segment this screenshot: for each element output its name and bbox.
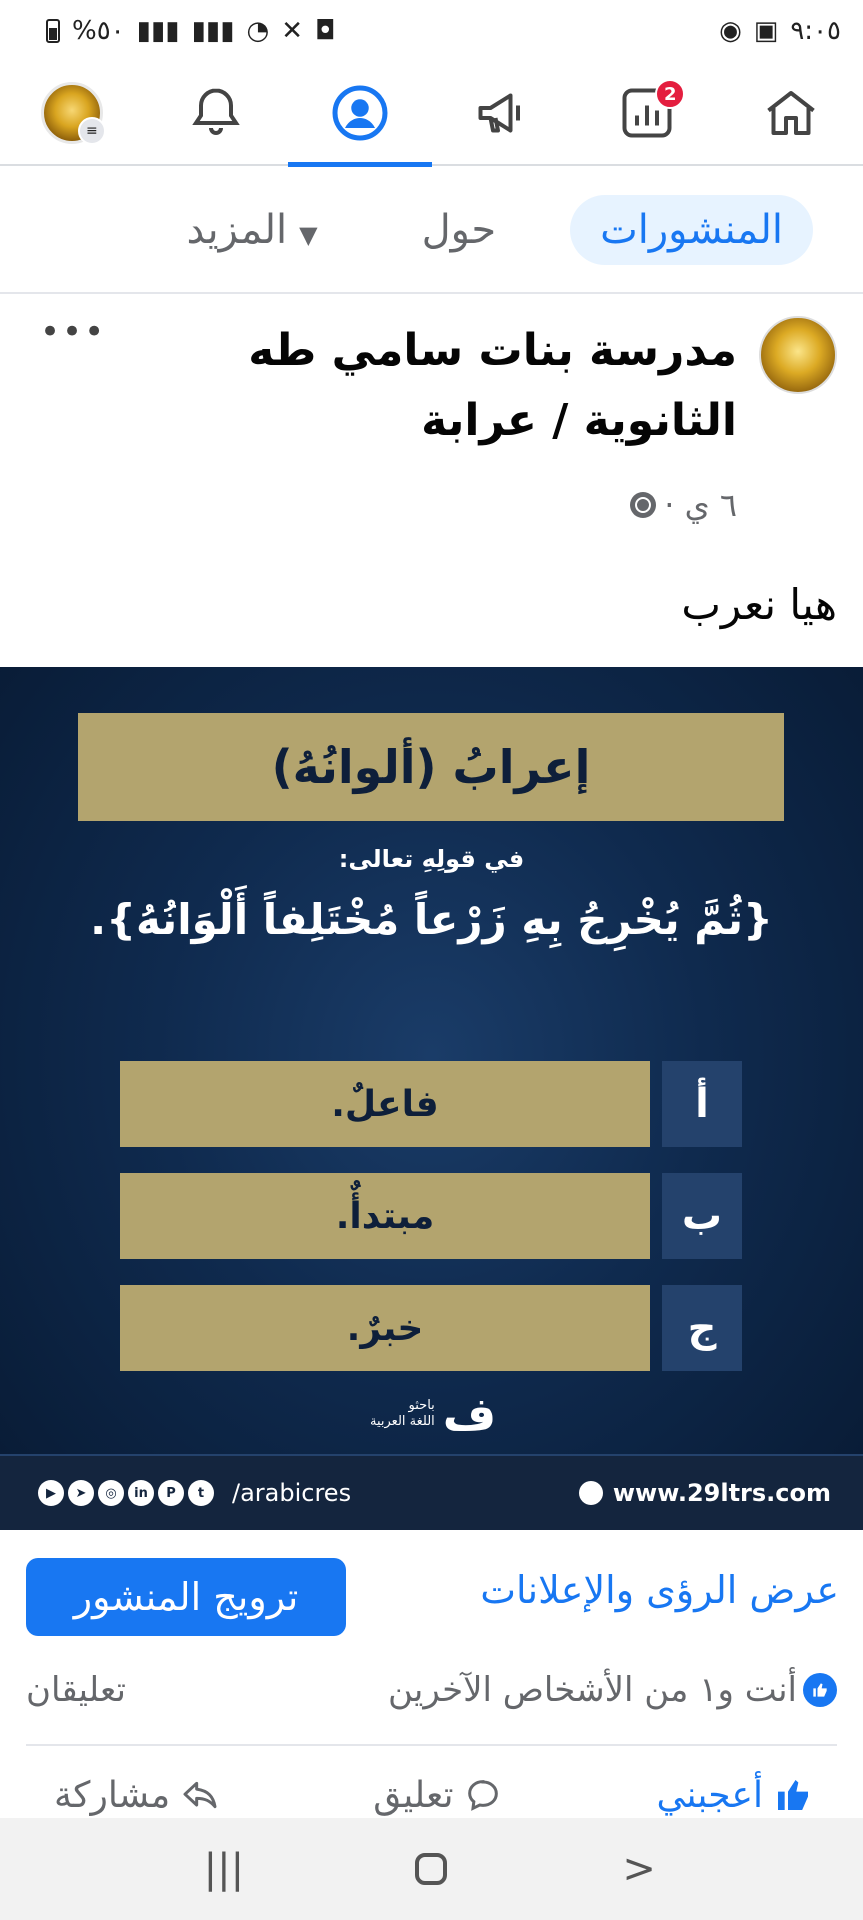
status-right — [719, 16, 841, 46]
tab-posts[interactable]: المنشورات — [570, 195, 813, 265]
post-text: هيا نعرب — [681, 580, 837, 629]
logo-mark-icon: ف — [442, 1387, 497, 1441]
nav-notifications[interactable] — [156, 61, 276, 165]
option-text: فاعلٌ. — [120, 1061, 650, 1147]
home-square-icon — [415, 1853, 447, 1885]
status-time: ٩:٠٥ — [790, 16, 841, 46]
nav-profile[interactable] — [300, 61, 420, 165]
tumblr-icon: t — [188, 1480, 214, 1506]
youtube-icon: ▶ — [38, 1480, 64, 1506]
gallery-icon: ▣ — [753, 16, 779, 46]
web-icon — [579, 1481, 603, 1505]
like-reaction-icon — [803, 1673, 837, 1707]
nav-announcements[interactable] — [443, 61, 563, 165]
notification-badge: 2 — [655, 79, 685, 109]
home-button[interactable] — [391, 1853, 471, 1885]
image-footer — [0, 1454, 863, 1530]
option-row — [120, 1285, 742, 1371]
option-letter: ب — [662, 1173, 742, 1259]
website — [579, 1479, 831, 1507]
battery-icon — [46, 19, 60, 43]
option-text: خبرٌ. — [120, 1285, 650, 1371]
mute-icon: ✕ — [281, 16, 304, 46]
wifi-icon: ◔ — [246, 16, 270, 46]
nav-page-menu[interactable] — [12, 61, 132, 165]
system-nav-bar — [0, 1818, 863, 1920]
signal-icon: ▮▮▮ — [136, 16, 180, 46]
share-button[interactable] — [54, 1775, 220, 1816]
comment-icon — [463, 1775, 503, 1815]
page-avatar[interactable] — [759, 316, 837, 394]
page-avatar-icon — [41, 82, 103, 144]
page-tabs — [0, 190, 863, 270]
like-label: أعجبني — [656, 1774, 763, 1816]
post-meta — [630, 486, 737, 524]
share-label: مشاركة — [54, 1774, 171, 1816]
menu-icon: ≡ — [78, 117, 106, 145]
status-left — [46, 16, 336, 46]
insights-link[interactable]: عرض الرؤى والإعلانات — [480, 1568, 839, 1612]
logo-text-1: باحثو — [408, 1398, 435, 1413]
tab-more[interactable] — [157, 195, 348, 265]
thumbs-up-icon — [773, 1775, 813, 1815]
recent-apps-button[interactable]: ||| — [203, 1846, 245, 1892]
post-time[interactable]: ٦ ي · — [664, 486, 737, 524]
page-name[interactable]: مدرسة بنات سامي طه الثانوية / عرابة — [248, 325, 737, 446]
tab-about[interactable]: حول — [421, 207, 497, 253]
nav-insights[interactable] — [587, 61, 707, 165]
comments-count[interactable]: تعليقان — [26, 1670, 126, 1710]
profile-icon — [330, 83, 390, 143]
image-title: إعرابُ (ألوانُهُ) — [78, 713, 784, 821]
more-options-icon[interactable]: ••• — [40, 312, 107, 352]
megaphone-icon — [473, 83, 533, 143]
post-image[interactable] — [0, 667, 863, 1530]
globe-icon — [630, 492, 656, 518]
caret-down-icon: ▼ — [299, 221, 318, 249]
top-nav — [0, 62, 863, 166]
share-icon — [180, 1775, 220, 1815]
instagram-icon: ◎ — [98, 1480, 124, 1506]
alarm-icon: ◘ — [315, 16, 336, 46]
boost-post-button[interactable]: ترويج المنشور — [26, 1558, 346, 1636]
divider — [26, 1744, 837, 1746]
reactions-text: أنت و١ من الأشخاص الآخرين — [387, 1670, 797, 1710]
image-logo — [370, 1387, 496, 1441]
logo-text-2: اللغة العربية — [370, 1414, 435, 1429]
option-text: مبتدأٌ. — [120, 1173, 650, 1259]
logo-text — [370, 1398, 435, 1430]
option-row — [120, 1061, 742, 1147]
pinterest-icon: P — [158, 1480, 184, 1506]
website-url: www.29ltrs.com — [612, 1479, 831, 1507]
comment-button[interactable] — [373, 1775, 503, 1816]
reactions-summary[interactable] — [388, 1670, 837, 1710]
option-letter: ج — [662, 1285, 742, 1371]
social-icons — [38, 1479, 351, 1507]
battery-percent: %٥٠ — [72, 16, 125, 46]
linkedin-icon: in — [128, 1480, 154, 1506]
tab-more-label: المزيد — [186, 207, 288, 253]
option-letter: أ — [662, 1061, 742, 1147]
chrome-icon: ◉ — [719, 16, 742, 46]
home-icon — [761, 83, 821, 143]
telegram-icon: ➤ — [68, 1480, 94, 1506]
social-handle: /arabicres — [232, 1479, 352, 1507]
bell-icon — [186, 83, 246, 143]
image-verse: {ثُمَّ يُخْرِجُ بِهِ زَرْعاً مُخْتَلِفاً أَلْوَانُهُ}. — [90, 895, 773, 944]
option-row — [120, 1173, 742, 1259]
status-bar — [0, 0, 863, 62]
signal-icon-2: ▮▮▮ — [191, 16, 235, 46]
divider — [0, 292, 863, 294]
like-button[interactable] — [657, 1775, 813, 1816]
back-button[interactable]: > — [622, 1846, 656, 1892]
image-subtitle: في قولِهِ تعالى: — [338, 845, 525, 873]
comment-label: تعليق — [373, 1774, 454, 1816]
nav-home[interactable] — [731, 61, 851, 165]
